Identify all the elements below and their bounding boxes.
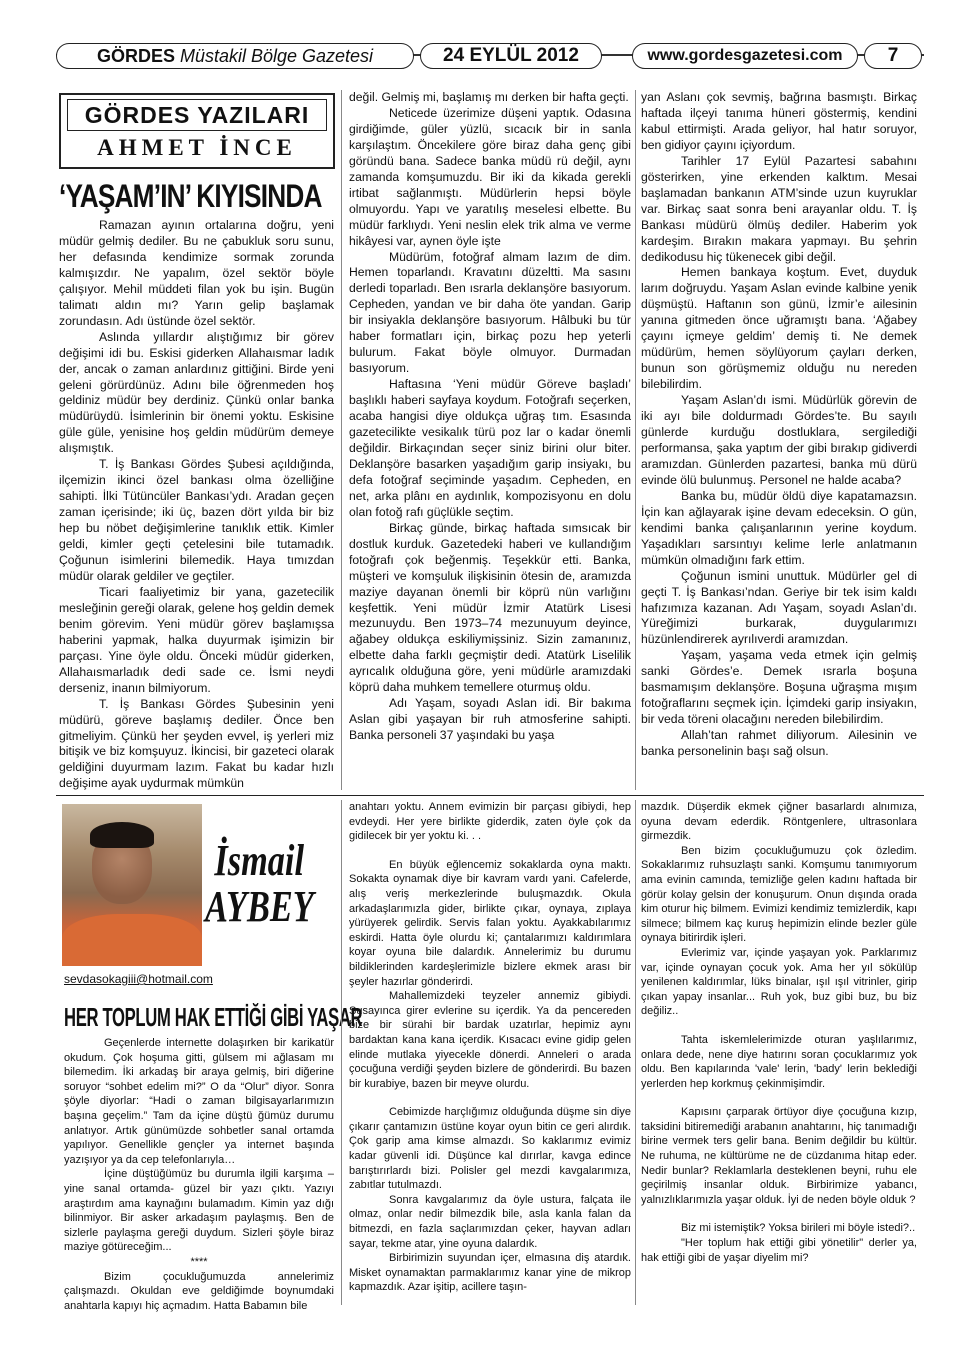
column-divider [635, 90, 636, 790]
paragraph: Çoğunun ismini unuttuk. Müdürler gel di geçti T. İş Bankası’ndan. Geriye bir tek isim kaldı hafızımıza kazanan. Adı Yaşam, soyadı Aslan’dı. Yüreğimizi burkarak, duygularımızı hüzünlendirerek ayrılıverdi aramızdan. [641, 568, 917, 647]
column-divider [341, 800, 342, 1305]
article2-headline: HER TOPLUM HAK ETTİĞİ GİBİ YAŞAR [64, 1002, 363, 1032]
paragraph: Banka bu, müdür öldü diye kapatamazsın. İçin kan ağlayarak işine devam edeceksin. O gün, kendimi banka çalışanlarının yerine koydum. Yaşadıkları sarsıntıyı kelime lerle anlatmanın mümkün olmadığını fark ettim. [641, 488, 917, 567]
date-pill [420, 43, 602, 69]
issue-date: 24 EYLÜL 2012 [443, 45, 579, 66]
photo-shirt [62, 914, 202, 966]
author-first-name: İsmail [214, 836, 304, 885]
paragraph: Tarihler 17 Eylül Pazartesi sabahını gösterirken, yine erkenden kalktım. Mesai başlamadan bankanın ATM’sinde uzun kuyruklar var. Birkaç saat sonra beni arayanlar oldu. T. İş Bankası müdürü ölmüş dediler. Haberim yok kardeşim. Bırakın makara yapmayı. Bu şehrin dedikodusu hiç tükenecek gibi değil. [641, 153, 917, 264]
paragraph: Allah’tan rahmet diliyorum. Ailesinin ve banka personelinin başı sağ olsun. [641, 728, 917, 759]
column-title-box [59, 93, 335, 169]
article1-col1 [59, 218, 334, 792]
author-email[interactable]: sevdasokagiii@hotmail.com [64, 972, 213, 986]
column-author: AHMET İNCE [97, 135, 297, 160]
paragraph: T. İş Bankası Gördes Şubesinin yeni müdürü, göreve başlamış dediler. Önce ben gitmeliyim. Çünkü her şeyden evvel, iş yerleri miz bitişik ve biz komşuyuz. İkincisi, bir gazeteci olarak geldiğini duyurmam lazım. Fakat bu kadar hızlı değişime ayak uydurmak mümkün [59, 696, 334, 791]
paragraph: Birkaç günde, birkaç haftada sımsıcak bir dostluk kurduk. Gazetedeki haberi ve kullandığım fotoğrafı çok beğenmiş. Teşekkür etti. Banka, müşteri ve komşuluk ilişkisinin ötesin de, aramızda maziye dayanan önemli bir köprü nün varlığını keşfettik. Yeni müdür İzmir Atatürk Lisesi mezunuydu. Ben 1973–74 mezunuyum deyince, ağabey oldukça eskiliymişsiniz. Sizin zamanınız, elbette daha farklı geçmiştir dedi. Atatürk Liselilik ayrıcalık olduğuna göre, yeni müdürle aramızdaki köprü daha muhkem temellere oturmuş oldu. [349, 520, 631, 695]
paragraph: Biz mi istemiştik? Yoksa birileri mi böyle istedi?.. [681, 1222, 916, 1235]
paragraph: Ben bizim çocukluğumuzu çok özledim. Sokaklarımız ruhsuzlaştı sanki. Komşumu tanımıyorum ama evinin camında, temizliğe gelen kadını haftada bir görür kolay gelsin der konuşurum. Onun dışında orada kim oturur hiç bilmem. Evimizi kendimiz temizlerdik, kapı silmece; bilmem kaç kuruş hepimizin elinde bezler güle oynaya bitirirdik işleri. [641, 844, 917, 945]
article1-col2 [349, 90, 631, 744]
paragraph: Tahta iskemlelerimizde oturan yaşlılarımız, onlara dede, nene diye hatırını soran çocuklarımız yok oldu. Ben kapılarında 'vale' lerin, 'bady' lerin beklediği yerlerden hep korkmuş çekinmişimdir. [641, 1033, 917, 1090]
paragraph: Geçenlerde internette dolaşırken bir karikatür okudum. Çok hoşuma gitti, gülsem mi ağlasam mı bilemedim. İki arkadaş bir araya gelmiş, biri diğerine soruyor “sohbet edelim mi?” O da “Olur” diyor. Sonra şöyle diyorlar: “Hadi o zaman bilgisayarlarımızın başına geçelim.” Tam da içine düştü ğümüz durumu anlatıyor. Artık günümüzde sohbetler sanal ortamda yapılıyor. Genellikle gençler ya internet başında yazışıyor ya da cep telefonlarıyla… [64, 1037, 334, 1166]
paper-subtitle: Müstakil Bölge Gazetesi [179, 46, 374, 66]
paragraph: Mahallemizdeki teyzeler annemiz gibiydi. Susayınca girer evlerine su içerdik. Ya da pencereden bize bir sürahi bir bardak uzatırlar, hepimiz aynı bardaktan kana kana içerdik. Kısacacı evine gidip gelen elinde mutlaka yiyecekle dönerdi. Anneleri o arada çocuğuna verdiği şeyden bizlere de gönderirdi. Bu bazen bir kurabiye, bazen bir meyve olurdu. [349, 990, 631, 1090]
paragraph: Ramazan ayının ortalarına doğru, yeni müdür gelmiş dediler. Bu ne çabukluk soru sunu, her defasında kendimize sormak zorunda kalmışızdır. Ne yapalım, özel sektör böyle çalışıyor. Mehil müddeti filan yok bu işin. Bugün talimatı aldın mı? Yarın gelip başlamak zorundasın. Adı üstünde özel sektör. [59, 218, 334, 328]
paragraph: Yaşam Aslan’dı ismi. Müdürlük görevin de iki ayı bile doldurmadı Gördes’te. Bu sayılı günlerde kurduğu dostluklara, sergilediği performansa, şaka yaptım der gibi bırakıp gidiverdi aramızdan. Günlerden pazartesi, banka mü dürü evinde ölü bulunmuş. Personel ne halde acaba? [641, 393, 917, 487]
paper-name: GÖRDES [96, 46, 175, 66]
paragraph: Aslında yıllardır alıştığımız bir görev değişimi idi bu. Eskisi giderken Allahaısmar ladık der, ancak o zaman anlardınız gittiğini. Birde yeni geleni görürdünüz. Adını bile öğrenmeden hoş geldiniz müdür bey derdiniz. Çünkü onlar banka müdürüydü. İsimlerinin bir önemi yoktu. Eskisine güle güle, yenisine hoş geldin müdürüm demeye alışmıştık. [59, 329, 334, 456]
paragraph: Haftasına ‘Yeni müdür Göreve başladı’ başlıklı haberi sayfaya koydum. Fotoğrafı seçerken, acaba hangisi diye oldukça uğraş tım. Esasında gazetecilikte vesikalık türü poz lar o kadar önemli değildir. Birkaçından seçer siniz birini olur biter. Deklanşöre basarken yaşadığım garip insiyakı, bu defa fotoğraf seçiminde yaşadım. Cepheden, en net, arka plânı en aydınlık, kompozisyonu en dolu olan fotoğ rafı güçlükle seçtim. [349, 377, 631, 519]
website-pill [632, 43, 858, 69]
paragraph: anahtarı yoktu. Annem evimizin bir parçası gibiydi, hep evdeydi. Her yere birlikte giderdik, zaten öyle çok da gidilecek bir yer yoktu ki. . . [349, 801, 631, 843]
paragraph: Kapısını çarparak örtüyor diye çocuğuna kızıp, taksidini bitiremediği arabanın anahtarını, hiç tanımadığı birine vermek ters gelir bana. Benim değildir bu kültür. Ne ruhuma, ne kültürüme ne de cüzdanıma hitap eder. Nedir bunlar? Reklamlarla desteklenen beyni, ruhu ele geçirilmiş insanlar olduk. Birbirimize yabancı, yalnızlıklarımızla yaşar olduk. İyi de neden böyle olduk ? [641, 1106, 917, 1206]
column-divider [341, 90, 342, 790]
paragraph: Sonra kavgalarımız da öyle ustura, falçata ile olmaz, onlar nedir bilmezdik bile, asla kanla falan da bitmezdi, en fazla saçlarımızdan çeker, hayvan adları sayar, tekme atar, yine oyuna dalardık. [349, 1193, 631, 1250]
paragraph: Ticari faaliyetimiz bir yana, gazetecilik mesleğinin gereği olarak, gelene hoş geldin demek benim görevim. Yeni müdür görev başlamışsa haberini yapmak, halka duyurmak işimizin bir parçası. Yine öyle oldu. Önceki müdür giderken, Allahaısmarladık dedi sade ce. İsmi neydi derseniz, inanın bilmiyorum. [59, 584, 334, 695]
article2-col2 [349, 800, 631, 1295]
section-title: GÖRDES YAZILARI [67, 99, 327, 131]
photo-hair [90, 822, 154, 848]
article-separator [56, 795, 924, 796]
page-header [56, 39, 924, 73]
paragraph: Yaşam, yaşama veda etmek için gelmiş sanki Gördes’e. Demek ısrarla boşuna basmamışım deklanşöre. Boşuna uğraşma mışım fotoğraflarını seçmek için. İçimdeki garip insiyakın, bir veda töreni olacağını nereden bilebilirdim. [641, 648, 917, 727]
author-photo [62, 804, 202, 966]
paragraph: Birbirimizin suyundan içer, elmasına diş atardık. Misket oynamaktan parmaklarımız kanar yine de mikrop kapmazdık. Azar işitip, acillere taşın- [349, 1252, 631, 1294]
paragraph: Müdürüm, fotoğraf almam lazım de dim. Hemen toparlandı. Kravatını düzeltti. Ma sasını derledi toparladı. Ben ısrarla deklanşöre basıyorum. Cepheden, yandan ve bir daha öte yandan. Garip bir insiyakla deklanşöre basıyorum. Hâlbuki bu tür haber formatları için, birkaç pozu hep yeterli bulurum. Fakat böyle olmuyor. Durmadan basıyorum. [349, 249, 631, 376]
paragraph: Cebimizde harçlığımız olduğunda düşme sin diye çıkarır çantamızın üstüne koyar oyun bitin ce geri alırdık. Çok garip ama kimse almazdı. So kaklarımız evimiz kadar güvenli idi. Düşünce kal dırırlar, kavga edince barıştırırlardı bizi. Polisler gel mezdi kavgalarımıza, zabıtlar tutulmazdı. [349, 1106, 631, 1192]
paragraph: değil. Gelmiş mi, başlamış mı derken bir hafta geçti. [349, 90, 629, 104]
page-number-pill [864, 43, 922, 69]
paragraph: İçine düştüğümüz bu durumla ilgili karşıma –yine sanal ortamda- güzel bir yazı çıktı. Yazıyı araştırdım ama kaynağını bulamadım. Kimin yaz dığı bilinmiyor. Bir asker arkadaşım paylaşmış. Ben de sizlerle paylaşma gereği duydum. Sizleri şöyle biraz maziye götüreceğim... [64, 1168, 334, 1254]
paragraph: Hemen bankaya koştum. Evet, duyduk larım doğruydu. Yaşam Aslan evinde kalbine yenik düşmüştü. Haftanın son günü, İzmir’e ailesinin yanına gitmeden önce uğramıştı bana. ‘Ağabey çayını içmeye geldim’ demiş ti. Ne demek müdürüm, hemen söylüyorum çayları derken, bunun son görüşmemiz olduğu nu nereden bilebilirdim. [641, 265, 917, 392]
paragraph: mazdık. Düşerdik ekmek çiğner basarlardı alnımıza, oyuna devam ederdik. Röntgenlere, ultrasonlara girmezdik. [641, 801, 917, 843]
paragraph: Evlerimiz var, içinde yaşayan yok. Parklarımız var, içinde oynayan çocuk yok. Ama her yıl sökülüp yenilenen kaldırımlar, lüks binalar, ışıl ışıl vitrinler, girip çıkan yapay insanlar... Ruh yok, buz gibi buz, bu biz değiliz.. [641, 946, 917, 1018]
website-url: www.gordesgazetesi.com [647, 47, 843, 64]
masthead-pill [56, 43, 414, 69]
paragraph: "Her toplum hak ettiği gibi yönetilir" derler ya, hak ettiği gibi de yaşar diyelim mi? [641, 1237, 917, 1264]
paragraph: En büyük eğlencemiz sokaklarda oyna maktı. Sokakta oynamak diye bir kavram vardı yani. Cafelerde, alış veriş merkezlerinde buluşmazdık. Okula arkadaşlarımızla gider, birlikte çıkar, oynaya, zıplaya yürüyerek gelirdik. Servis falan yoktu. Ayakkabılarımız eskirdi. Hatta öyle olurdu ki; çantalarımızı kaldırımlara koyar oyuna bile dalardık. Annelerimiz bu durumu bildiklerinden kardeşlerimizle bizlere ekmek arası bir şeyler hazırlar gönderirdi. [349, 858, 631, 988]
article1-headline: ‘YAŞAM’IN’ KIYISINDA [59, 178, 322, 214]
paragraph: Adı Yaşam, soyadı Aslan idi. Bir bakıma Aslan gibi yaşayan bir ruh atmosferine sahipti. Banka personeli 37 yaşındaki bu yaşa [349, 696, 631, 743]
paragraph: yan Aslanı çok sevmiş, bağrına basmıştı. Birkaç haftada ilçeyi tanıma hüneri göstermiş, kendini kabul ettirmişti. Arada geliyor, hal hatır soruyor, ben gidiyor çayını içiyordum. [641, 90, 917, 152]
paragraph: T. İş Bankası Gördes Şubesi açıldığında, ilçemizin ikinci özel bankası olma özelliğine sahipti. İlki Tütüncüler Bankası’ydı. Aradan geçen zaman içerisinde; iki üç, bazen dört yılda bir biz hep bu nöbet değişimlerine tanıklık ettik. Kimler geldi, kimler geçti çetelesini bile tutamadık. Çoğunun isimlerini bilemedik. Haya tımızdan müdür olarak geldiler ve geçtiler. [59, 457, 334, 583]
paragraph: Bizim çocukluğumuzda annelerimiz çalışmazdı. Okuldan eve geldiğimde boynumdaki anahtarla kapıyı hiç açmadım. Hatta Babamın bile [64, 1270, 334, 1312]
article2-col1 [64, 1036, 334, 1313]
article1-col3 [641, 90, 917, 760]
article2-col3 [641, 800, 917, 1265]
article2-author [205, 838, 314, 930]
page-number: 7 [887, 45, 899, 66]
author-last-name: AYBEY [205, 882, 314, 931]
separator-stars: **** [190, 1255, 208, 1268]
column-divider [635, 800, 636, 1305]
paragraph: Neticede üzerimize düşeni yaptık. Odasına girdiğimde, güler yüzlü, sıcacık bir in sanla karşılaştım. Öncekilere göre biraz daha genç gibi göründü bana. Sadece banka müdü rü değil, aynı zamanda komşumuzdu. Bir iki da kikada gerekli irtibat sağlanmıştı. Müdürlerin hepsi böyle olmuyordu. Yapı ve yaratılış meselesi elbette. Bu müdür farklıydı. Yeni neslin elek trik alma ve verme hikâyesi var, aynen öyle işte [349, 105, 631, 248]
